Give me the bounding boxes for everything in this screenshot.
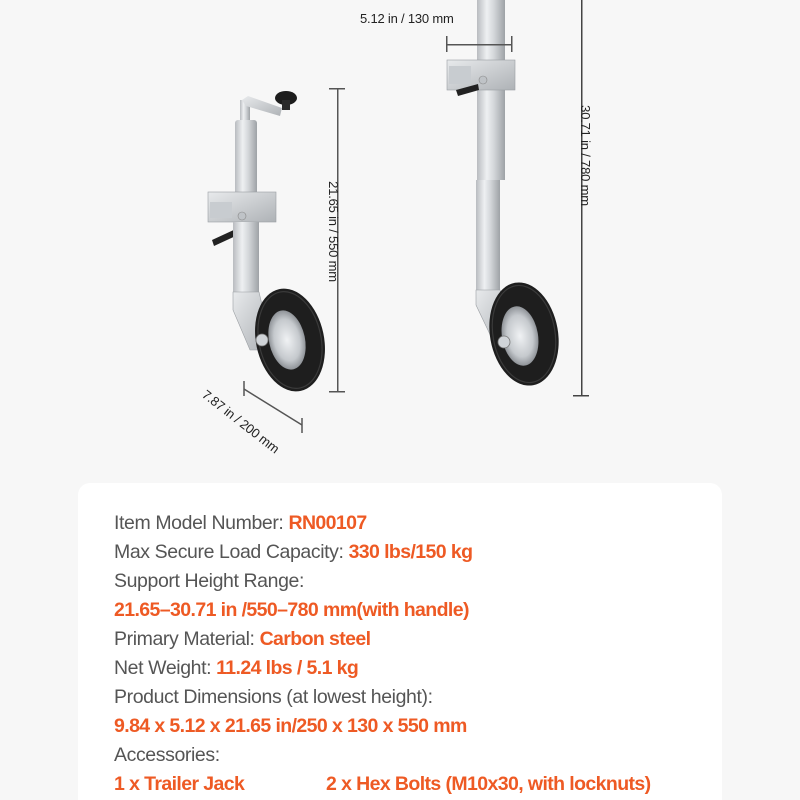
spec-accessories-label: Accessories: — [114, 744, 220, 766]
accessory-item: 2 x Hex Bolts (M10x30, with locknuts) — [326, 773, 651, 795]
spec-model — [114, 509, 367, 538]
spec-net-weight — [114, 654, 358, 683]
spec-material — [114, 625, 371, 654]
spec-height-range-label: Support Height Range: — [114, 570, 304, 592]
spec-label: Item Model Number: — [114, 512, 289, 534]
spec-dimensions-label: Product Dimensions (at lowest height): — [114, 686, 433, 708]
clamp-width-dimension: 5.12 in / 130 mm — [360, 11, 454, 26]
spec-dimensions-value: 9.84 x 5.12 x 21.65 in/250 x 130 x 550 mm — [114, 715, 467, 737]
spec-value: 330 lbs/150 kg — [348, 541, 473, 563]
spec-load-capacity — [114, 538, 472, 567]
spec-label: Primary Material: — [114, 628, 260, 650]
spec-label: Net Weight: — [114, 657, 217, 679]
spec-label: Max Secure Load Capacity: — [114, 541, 349, 563]
spec-value: Carbon steel — [259, 628, 371, 650]
right-height-dimension: 30.71 in / 780 mm — [577, 105, 593, 206]
spec-value: 11.24 lbs / 5.1 kg — [216, 657, 359, 679]
left-jack — [208, 91, 334, 398]
wheel-diameter-dimension: 7.87 in / 200 mm — [199, 386, 283, 457]
left-height-dimension: 21.65 in / 550 mm — [325, 181, 341, 282]
right-jack — [447, 0, 567, 391]
spec-height-range-value: 21.65–30.71 in /550–780 mm(with handle) — [114, 599, 469, 621]
accessory-item: 1 x Trailer Jack — [114, 773, 245, 795]
spec-value: RN00107 — [288, 512, 367, 534]
